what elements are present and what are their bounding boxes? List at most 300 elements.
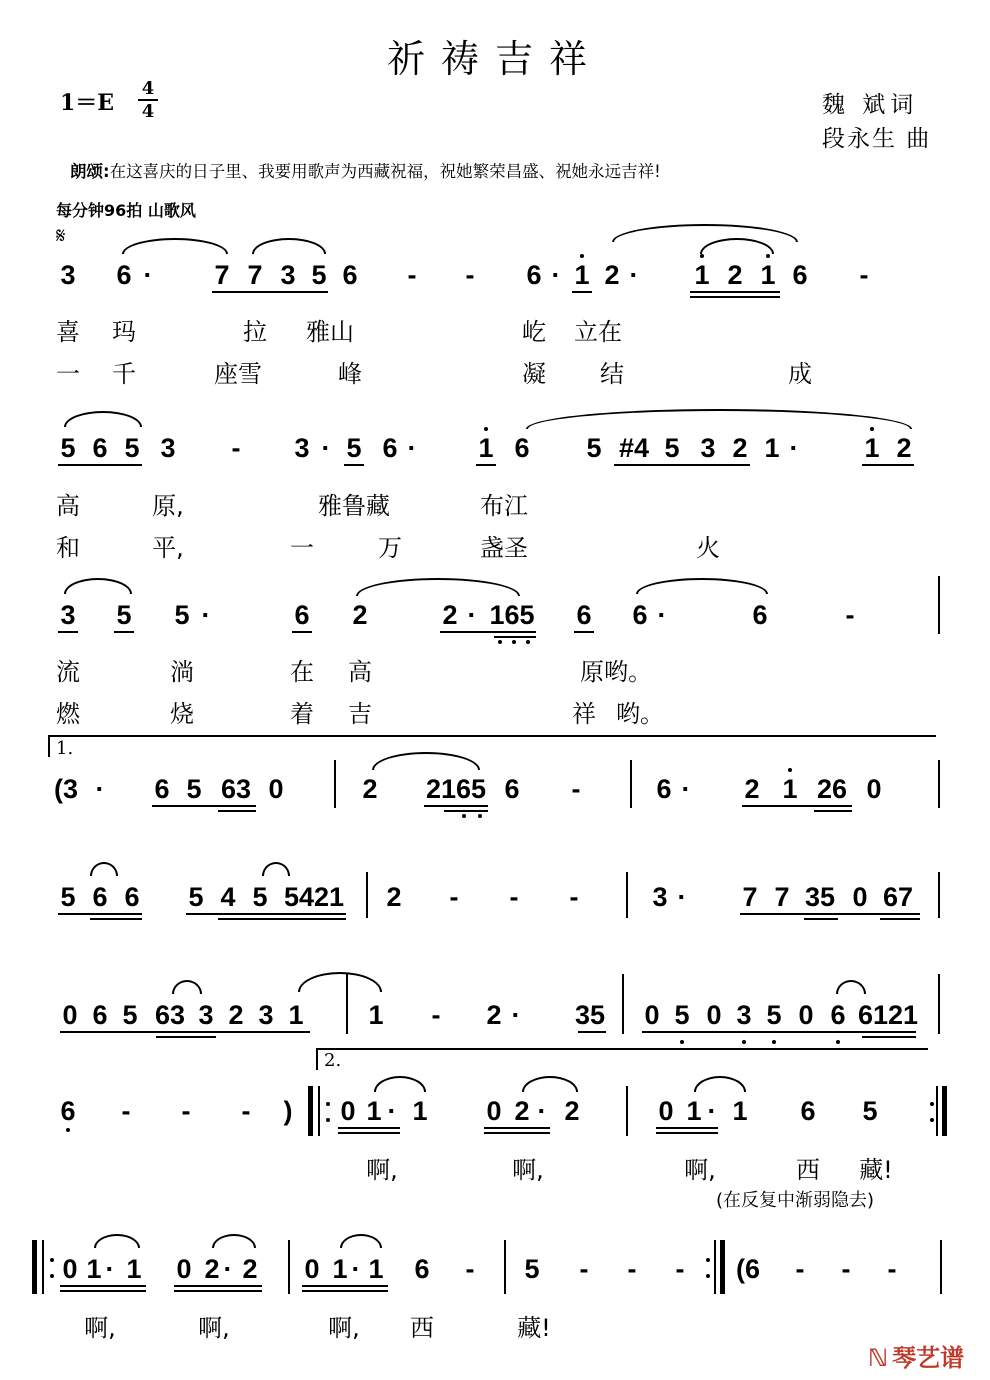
note: 1: [368, 1000, 384, 1030]
repeat-start-thin: [42, 1240, 44, 1294]
barline: [938, 872, 940, 918]
underline: [804, 918, 838, 920]
note: 35: [574, 1000, 606, 1030]
note: 2: [362, 774, 378, 804]
note: 0: [176, 1254, 192, 1284]
low-dot: [462, 814, 466, 818]
note: 5: [186, 774, 202, 804]
lyric: 成: [788, 360, 812, 388]
dot: ·: [629, 260, 639, 290]
note: 5: [60, 882, 76, 912]
repeat-dot: [706, 1274, 710, 1278]
note: (3: [53, 774, 79, 804]
dot: ·: [537, 1096, 547, 1126]
underline: [156, 1036, 216, 1038]
note: 1: [412, 1096, 428, 1126]
underline: [862, 464, 914, 466]
time-denominator: 4: [138, 99, 158, 122]
underline: [740, 913, 920, 915]
notation-line-8: [0, 1254, 990, 1294]
site-logo: [868, 1338, 964, 1373]
lyric: 燃: [56, 700, 80, 728]
lyric: 原哟。: [580, 658, 652, 686]
logo-text: 琴艺谱: [892, 1344, 965, 1372]
underline: [218, 810, 256, 812]
note: 6: [116, 260, 132, 290]
repeat-end-thick: [720, 1240, 725, 1294]
barline: [938, 974, 940, 1034]
note: 1: [86, 1254, 102, 1284]
barline: [622, 974, 624, 1034]
underline: [174, 1285, 262, 1287]
underline: [484, 1132, 550, 1134]
repeat-dot: [326, 1118, 330, 1122]
lyric: 一: [290, 534, 314, 562]
notation-line-2: [0, 433, 990, 473]
note: 3: [652, 882, 668, 912]
note: 7: [742, 882, 758, 912]
lyric: 淌: [170, 658, 194, 686]
note: 0: [866, 774, 882, 804]
note: 6: [752, 600, 768, 630]
lyric: 啊,: [84, 1314, 116, 1342]
first-ending-label: 1.: [56, 738, 74, 759]
dot: ·: [677, 882, 687, 912]
notation-line-5: [0, 882, 990, 922]
recitation: [70, 158, 661, 182]
underline: [494, 636, 536, 638]
slur: [262, 862, 290, 876]
lyric: 着: [290, 700, 314, 728]
note: 0: [644, 1000, 660, 1030]
note: 0: [706, 1000, 722, 1030]
note: 1: [478, 433, 494, 463]
underline: [338, 1127, 400, 1129]
dot: ·: [321, 433, 331, 463]
note: 6: [414, 1254, 430, 1284]
barline: [626, 1086, 628, 1136]
underline: [656, 1127, 718, 1129]
note: 1: [686, 1096, 702, 1126]
lyric: 原,: [152, 492, 184, 520]
slur: [212, 1234, 256, 1248]
high-dot: [700, 254, 704, 258]
lyric: 藏!: [517, 1314, 551, 1342]
note: 1: [694, 260, 710, 290]
dot: ·: [789, 433, 799, 463]
dash: -: [569, 882, 579, 912]
repeat-dot: [930, 1118, 934, 1122]
slur: [64, 578, 132, 594]
note: 6: [632, 600, 648, 630]
barline: [630, 760, 632, 808]
note: 0: [852, 882, 868, 912]
lyric: 一: [56, 360, 80, 388]
note: 6: [656, 774, 672, 804]
lyric: 高: [348, 658, 372, 686]
note: 1: [782, 774, 798, 804]
note: 3: [700, 433, 716, 463]
note: 5: [116, 600, 132, 630]
note: 1: [366, 1096, 382, 1126]
barline: [504, 1240, 506, 1294]
underline: [424, 805, 488, 807]
dash: -: [627, 1254, 637, 1284]
note: (6: [735, 1254, 761, 1284]
time-numerator: 4: [141, 78, 155, 99]
tempo-marking: 每分钟96拍 山歌风: [56, 201, 196, 220]
note: 0: [486, 1096, 502, 1126]
note: 3: [198, 1000, 214, 1030]
note: 6: [92, 1000, 108, 1030]
underline: [476, 464, 496, 466]
repeat-end-thick: [942, 1086, 947, 1136]
slur: [252, 238, 326, 254]
underline: [656, 1132, 718, 1134]
underline: [862, 1036, 916, 1038]
underline: [58, 913, 142, 915]
underline: [690, 291, 780, 293]
note: #4: [618, 433, 650, 463]
barline: [626, 872, 628, 918]
slur: [122, 238, 228, 254]
note: 3: [294, 433, 310, 463]
note: 3: [160, 433, 176, 463]
lyric: 和: [56, 534, 80, 562]
time-signature: [138, 78, 158, 122]
note: 5: [124, 433, 140, 463]
slur: [298, 972, 382, 992]
low-dot: [526, 640, 530, 644]
underline: [742, 805, 852, 807]
note: 6121: [857, 1000, 919, 1030]
barline: [366, 872, 368, 918]
notation-line-3: [0, 600, 990, 640]
lyric: 啊,: [366, 1156, 398, 1184]
segno-sign: 𝄋: [56, 224, 66, 249]
note: 2: [486, 1000, 502, 1030]
note: 2: [604, 260, 620, 290]
slur: [90, 862, 118, 876]
lyric: 啊,: [198, 1314, 230, 1342]
note: 5: [252, 882, 268, 912]
lyric: 凝: [522, 360, 546, 388]
note: 6: [792, 260, 808, 290]
note: 1: [368, 1254, 384, 1284]
dot: ·: [407, 433, 417, 463]
slur: [94, 1234, 140, 1248]
note: 35: [804, 882, 836, 912]
lyric: 立在: [574, 318, 622, 346]
barline: [346, 974, 348, 1034]
notation-line-1: [0, 260, 990, 300]
note: 5: [311, 260, 327, 290]
high-dot: [580, 254, 584, 258]
logo-mark-icon: ℕ: [868, 1344, 889, 1372]
underline: [484, 1127, 550, 1129]
high-dot: [788, 768, 792, 772]
dash: -: [121, 1096, 131, 1126]
dash: -: [845, 600, 855, 630]
high-dot: [766, 254, 770, 258]
underline: [186, 913, 346, 915]
note: 2: [442, 600, 458, 630]
note: 1: [764, 433, 780, 463]
note: 1: [126, 1254, 142, 1284]
note: 67: [882, 882, 914, 912]
note: 1: [574, 260, 590, 290]
underline: [60, 1031, 310, 1033]
note: 6: [92, 882, 108, 912]
barline: [938, 576, 940, 634]
lyric: 千: [112, 360, 136, 388]
note: 1: [864, 433, 880, 463]
dash: -: [841, 1254, 851, 1284]
low-dot: [742, 1040, 746, 1044]
slur: [64, 411, 142, 427]
dash: -: [579, 1254, 589, 1284]
slur: [836, 980, 866, 994]
note: 6: [60, 1096, 76, 1126]
low-dot: [836, 1040, 840, 1044]
high-dot: [484, 427, 488, 431]
slur: [636, 578, 768, 594]
dash: -: [465, 1254, 475, 1284]
lyric: 布江: [480, 492, 528, 520]
second-ending-bracket: [316, 1048, 928, 1070]
lyric: 藏!: [859, 1156, 893, 1184]
repeat-end-thin: [714, 1240, 716, 1294]
note: 1: [760, 260, 776, 290]
note: 5: [60, 433, 76, 463]
low-dot: [680, 1040, 684, 1044]
underline: [440, 631, 536, 633]
underline: [60, 1290, 146, 1292]
note: 5: [862, 1096, 878, 1126]
dot: ·: [223, 1254, 233, 1284]
note: 6: [382, 433, 398, 463]
slur: [374, 1076, 426, 1092]
lyric: 雅山: [306, 318, 354, 346]
note: 3: [280, 260, 296, 290]
lyric: 在: [290, 658, 314, 686]
slur: [356, 578, 520, 596]
note: 3: [736, 1000, 752, 1030]
paren: ): [283, 1096, 293, 1126]
notation-line-6: [0, 1000, 990, 1040]
repeat-dot: [50, 1258, 54, 1262]
note: 2: [896, 433, 912, 463]
underline: [880, 918, 920, 920]
note: 0: [798, 1000, 814, 1030]
note: 7: [774, 882, 790, 912]
repeat-start-thin: [318, 1086, 320, 1136]
dot: ·: [681, 774, 691, 804]
note: 6: [342, 260, 358, 290]
repeat-end-thin: [936, 1086, 938, 1136]
dash: -: [241, 1096, 251, 1126]
underline: [338, 1132, 400, 1134]
repeat-fade-note: (在反复中渐弱隐去): [716, 1190, 875, 1211]
dot: ·: [511, 1000, 521, 1030]
key-signature: 1＝E: [60, 90, 115, 116]
lyric: 拉: [243, 318, 267, 346]
note: 0: [62, 1000, 78, 1030]
dot: ·: [387, 1096, 397, 1126]
note: 6: [526, 260, 542, 290]
note: 2: [204, 1254, 220, 1284]
note: 3: [60, 600, 76, 630]
note: 0: [658, 1096, 674, 1126]
dot: ·: [95, 774, 105, 804]
repeat-dot: [50, 1274, 54, 1278]
lyric: 火: [696, 534, 720, 562]
slur: [526, 409, 912, 429]
note: 2: [242, 1254, 258, 1284]
dot: ·: [551, 260, 561, 290]
lyric: 雅鲁藏: [318, 492, 390, 520]
note: 2165: [425, 774, 487, 804]
lyric: 峰: [338, 360, 362, 388]
note: 6: [294, 600, 310, 630]
barline: [288, 1240, 290, 1294]
note: 2: [352, 600, 368, 630]
lyric: 祥: [572, 700, 596, 728]
note: 165: [489, 600, 535, 630]
note: 6: [92, 433, 108, 463]
note: 2: [564, 1096, 580, 1126]
underline: [114, 631, 134, 633]
lyric: 流: [56, 658, 80, 686]
dash: -: [675, 1254, 685, 1284]
repeat-dot: [930, 1102, 934, 1106]
note: 6: [154, 774, 170, 804]
barline: [334, 760, 336, 808]
note: 6: [830, 1000, 846, 1030]
underline: [642, 1031, 916, 1033]
dot: ·: [201, 600, 211, 630]
lyric: 啊,: [684, 1156, 716, 1184]
note: 1: [288, 1000, 304, 1030]
note: 26: [816, 774, 848, 804]
underline: [174, 1290, 262, 1292]
underline: [212, 291, 328, 293]
note: 5: [674, 1000, 690, 1030]
slur: [172, 980, 202, 994]
low-dot: [772, 1040, 776, 1044]
note: 6: [124, 882, 140, 912]
note: 7: [214, 260, 230, 290]
note: 4: [220, 882, 236, 912]
note: 2: [514, 1096, 530, 1126]
lyric: 喜: [56, 318, 80, 346]
underline: [58, 631, 78, 633]
dash: -: [859, 260, 869, 290]
lyric: 西: [410, 1314, 434, 1342]
slur: [522, 1076, 578, 1092]
composer-credit: 段永生 曲: [822, 126, 932, 152]
dash: -: [431, 1000, 441, 1030]
lyric: 啊,: [328, 1314, 360, 1342]
notation-line-7: [0, 1096, 990, 1136]
lyric: 烧: [170, 700, 194, 728]
dash: -: [571, 774, 581, 804]
note: 63: [220, 774, 252, 804]
low-dot: [66, 1128, 70, 1132]
notation-line-4: [0, 774, 990, 814]
underline: [344, 464, 364, 466]
note: 6: [514, 433, 530, 463]
underline: [58, 464, 142, 466]
note: 0: [304, 1254, 320, 1284]
underline: [302, 1290, 388, 1292]
underline: [578, 1031, 606, 1033]
note: 5: [664, 433, 680, 463]
underline: [218, 918, 346, 920]
lyric: 座雪: [214, 360, 262, 388]
note: 6: [504, 774, 520, 804]
dash: -: [465, 260, 475, 290]
dash: -: [449, 882, 459, 912]
note: 7: [247, 260, 263, 290]
first-ending-bracket: [48, 735, 936, 757]
underline: [572, 291, 592, 293]
repeat-start-thick: [308, 1086, 313, 1136]
recitation-label: 朗颂:: [70, 162, 110, 181]
dash: -: [795, 1254, 805, 1284]
lyric: 高: [56, 492, 80, 520]
underline: [574, 631, 594, 633]
recitation-text: 在这喜庆的日子里、我要用歌声为西藏祝福，祝她繁荣昌盛、祝她永远吉祥!: [109, 162, 661, 181]
note: 3: [258, 1000, 274, 1030]
slur: [340, 1234, 382, 1248]
underline: [444, 810, 488, 812]
dot: ·: [707, 1096, 717, 1126]
dot: ·: [467, 600, 477, 630]
note: 2: [732, 433, 748, 463]
note: 0: [340, 1096, 356, 1126]
note: 63: [154, 1000, 186, 1030]
repeat-dot: [706, 1258, 710, 1262]
note: 1: [332, 1254, 348, 1284]
note: 2: [727, 260, 743, 290]
song-title: 祈祷吉祥: [386, 37, 603, 81]
note: 6: [576, 600, 592, 630]
dot: ·: [105, 1254, 115, 1284]
dot: ·: [143, 260, 153, 290]
dot: ·: [657, 600, 667, 630]
lyricist-credit: 魏 斌词: [822, 92, 919, 118]
lyric: 西: [796, 1156, 820, 1184]
underline: [60, 1285, 146, 1287]
underline: [302, 1285, 388, 1287]
repeat-dot: [326, 1102, 330, 1106]
lyric: 哟。: [616, 700, 664, 728]
second-ending-label: 2.: [324, 1050, 342, 1071]
note: 0: [268, 774, 284, 804]
dot: ·: [351, 1254, 361, 1284]
lyric: 吉: [348, 700, 372, 728]
underline: [152, 805, 256, 807]
underline: [292, 631, 312, 633]
note: 5421: [283, 882, 345, 912]
note: 6: [800, 1096, 816, 1126]
dash: -: [887, 1254, 897, 1284]
note: 2: [386, 882, 402, 912]
lyric: 平,: [152, 534, 184, 562]
note: 5: [586, 433, 602, 463]
lyric: 结: [600, 360, 624, 388]
